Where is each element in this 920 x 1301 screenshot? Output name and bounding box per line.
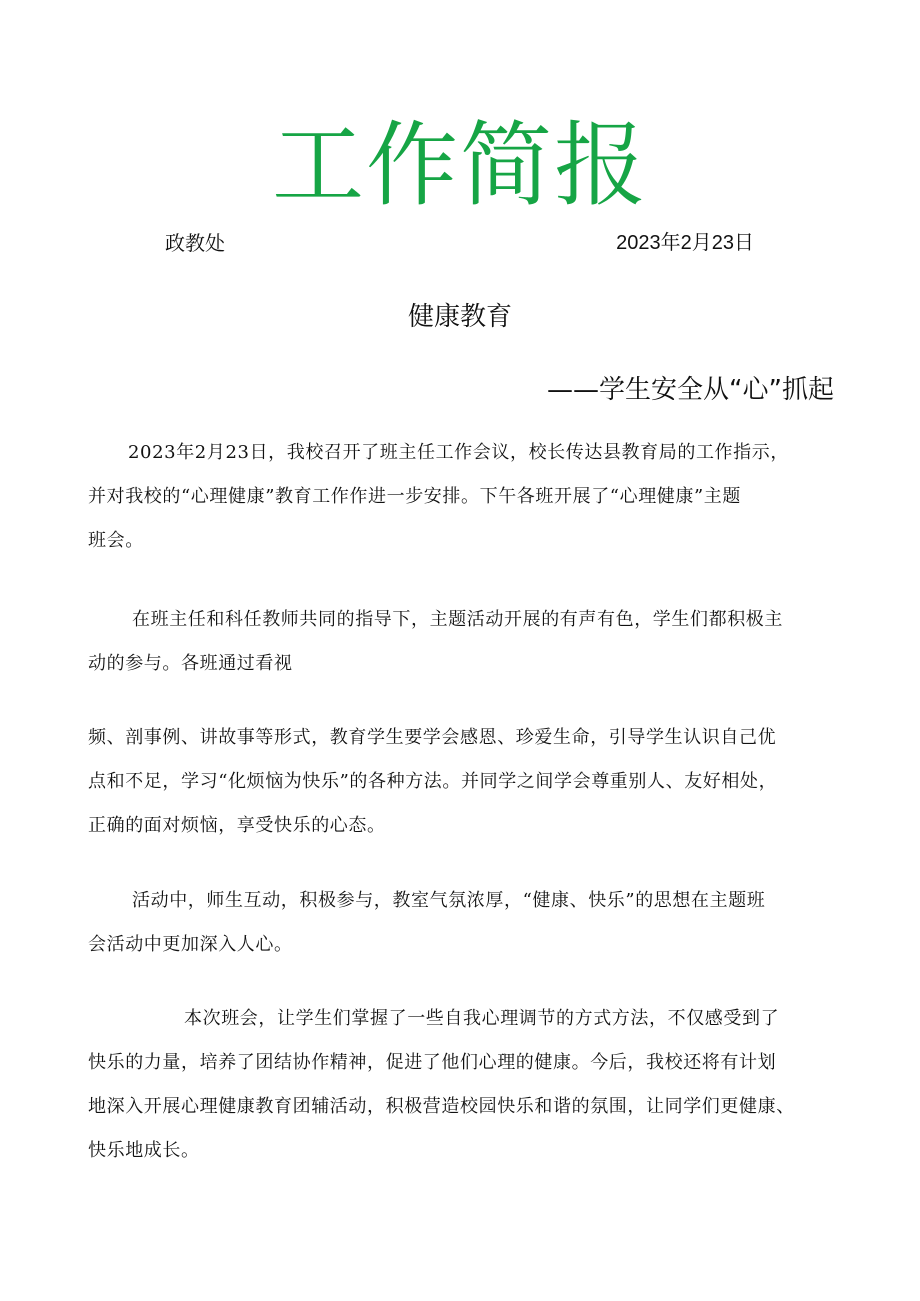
issuer-label: 政教处 — [165, 231, 225, 255]
paragraph-line: 正确的面对烦恼，享受快乐的心态。 — [88, 815, 386, 836]
article-title: 健康教育 — [407, 302, 512, 332]
paragraph-line: 快乐的力量，培养了团结协作精神，促进了他们心理的健康。今后，我校还将有计划 — [88, 1052, 777, 1073]
issue-date: 2023年2月23日 — [616, 232, 754, 254]
paragraph-line: 快乐地成长。 — [88, 1140, 200, 1161]
paragraph-line: 频、剖事例、讲故事等形式，教育学生要学会感恩、珍爱生命，引导学生认识自己优 — [88, 727, 777, 748]
paragraph-line: 动的参与。各班通过看视 — [88, 653, 293, 674]
paragraph-5 — [88, 997, 848, 1173]
paragraph-line: 2023年2月23日，我校召开了班主任工作会议，校长传达县教育局的工作指示， — [128, 442, 789, 463]
paragraph-line: 点和不足，学习“化烦恼为快乐”的各种方法。并同学之间学会尊重别人、友好相处， — [88, 771, 778, 792]
paragraph-4 — [88, 879, 848, 967]
paragraph-line: 会活动中更加深入人心。 — [88, 934, 293, 955]
paragraph-2 — [88, 598, 848, 686]
paragraph-line: 活动中，师生互动，积极参与，教室气氛浓厚，“健康、快乐”的思想在主题班 — [132, 890, 766, 911]
paragraph-line: 并对我校的“心理健康”教育工作作进一步安排。下午各班开展了“心理健康”主题 — [88, 486, 742, 507]
paragraph-line: 本次班会，让学生们掌握了一些自我心理调节的方式方法，不仅感受到了 — [184, 1008, 780, 1029]
paragraph-line: 地深入开展心理健康教育团辅活动，积极营造校园快乐和谐的氛围，让同学们更健康、 — [88, 1096, 795, 1117]
paragraph-line: 班会。 — [88, 530, 144, 551]
paragraph-line: 在班主任和科任教师共同的指导下，主题活动开展的有声有色，学生们都积极主 — [132, 609, 783, 630]
masthead-title: 工作简报 — [271, 112, 648, 219]
article-subtitle: ——学生安全从“心”抓起 — [547, 375, 834, 405]
paragraph-1 — [88, 431, 848, 563]
paragraph-3 — [88, 716, 848, 848]
